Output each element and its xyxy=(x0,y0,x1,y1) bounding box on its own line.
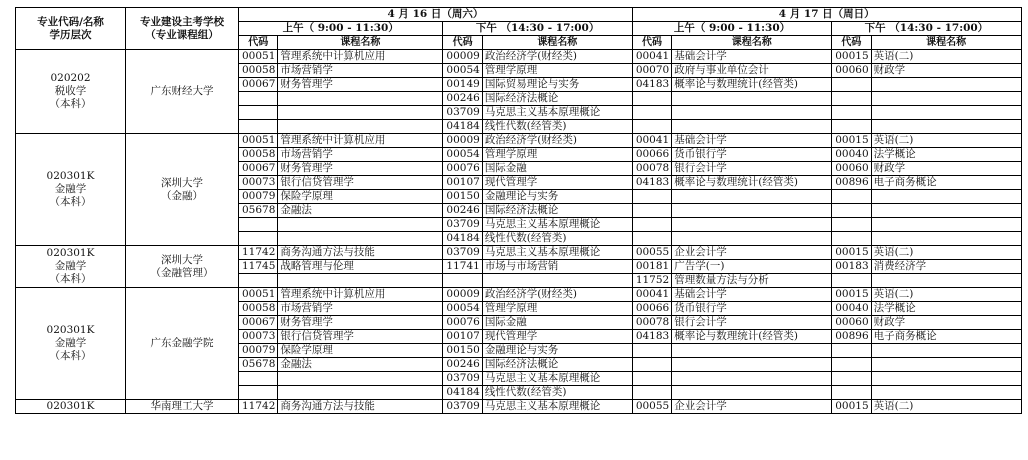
course-name-cell: 线性代数(经管类) xyxy=(482,120,632,134)
course-name-cell: 英语(二) xyxy=(871,288,1021,302)
course-code-cell: 00054 xyxy=(443,148,482,162)
course-name-cell: 战略管理与伦理 xyxy=(278,260,443,274)
header-code: 代码 xyxy=(443,36,482,50)
course-name-cell xyxy=(871,204,1021,218)
course-name-cell xyxy=(278,218,443,232)
major-cell xyxy=(16,288,126,400)
major-cell xyxy=(16,134,126,246)
course-code-cell: 00183 xyxy=(832,260,871,274)
major-line: 金融学 xyxy=(54,183,87,195)
course-code-cell xyxy=(239,106,278,120)
course-code-cell: 11742 xyxy=(239,400,278,414)
course-code-cell: 00015 xyxy=(832,246,871,260)
course-code-cell: 00041 xyxy=(632,50,671,64)
course-name-cell xyxy=(672,106,832,120)
course-code-cell xyxy=(632,344,671,358)
table-row xyxy=(16,288,1022,302)
major-line: 金融学 xyxy=(54,337,87,349)
course-name-cell xyxy=(871,190,1021,204)
course-name-cell: 现代管理学 xyxy=(482,330,632,344)
course-code-cell: 00051 xyxy=(239,50,278,64)
course-name-cell: 基础会计学 xyxy=(672,50,832,64)
course-name-cell: 基础会计学 xyxy=(672,134,832,148)
table-row xyxy=(16,50,1022,64)
course-code-cell: 00051 xyxy=(239,288,278,302)
course-code-cell: 04184 xyxy=(443,232,482,246)
course-code-cell: 00055 xyxy=(632,246,671,260)
course-code-cell xyxy=(832,232,871,246)
course-name-cell: 英语(二) xyxy=(871,50,1021,64)
major-cell xyxy=(16,50,126,134)
course-code-cell xyxy=(239,218,278,232)
course-code-cell: 00066 xyxy=(632,148,671,162)
major-line: （本科） xyxy=(49,273,92,285)
course-code-cell xyxy=(832,386,871,400)
header-code: 代码 xyxy=(632,36,671,50)
course-name-cell: 财政学 xyxy=(871,316,1021,330)
course-code-cell: 00055 xyxy=(632,400,671,414)
course-code-cell: 11742 xyxy=(239,246,278,260)
course-name-cell: 电子商务概论 xyxy=(871,176,1021,190)
course-code-cell xyxy=(239,92,278,106)
course-code-cell: 00896 xyxy=(832,330,871,344)
course-code-cell xyxy=(832,190,871,204)
course-name-cell xyxy=(672,120,832,134)
course-name-cell xyxy=(871,386,1021,400)
course-name-cell xyxy=(871,92,1021,106)
course-code-cell: 11745 xyxy=(239,260,278,274)
course-code-cell xyxy=(832,218,871,232)
course-name-cell: 现代管理学 xyxy=(482,176,632,190)
school-line: 广东财经大学 xyxy=(150,85,214,97)
course-code-cell: 00181 xyxy=(632,260,671,274)
course-name-cell xyxy=(672,218,832,232)
course-name-cell: 货币银行学 xyxy=(672,148,832,162)
header-major xyxy=(16,8,126,50)
header-course: 课程名称 xyxy=(672,36,832,50)
header-school xyxy=(126,8,239,50)
course-name-cell: 线性代数(经管类) xyxy=(482,232,632,246)
school-cell xyxy=(126,400,239,414)
course-code-cell xyxy=(632,190,671,204)
course-code-cell xyxy=(239,232,278,246)
course-name-cell: 国际金融 xyxy=(482,316,632,330)
course-code-cell: 00058 xyxy=(239,64,278,78)
course-name-cell: 马克思主义基本原理概论 xyxy=(482,372,632,386)
course-code-cell: 00015 xyxy=(832,400,871,414)
course-name-cell xyxy=(278,372,443,386)
course-name-cell: 金融法 xyxy=(278,358,443,372)
course-name-cell xyxy=(482,274,632,288)
header-day1-morning: 上午（ 9:00 - 11:30） xyxy=(239,22,443,36)
course-name-cell xyxy=(672,358,832,372)
course-name-cell xyxy=(278,232,443,246)
course-code-cell xyxy=(832,78,871,92)
header-major-line1: 专业代码/名称 xyxy=(37,15,104,28)
header-day2: 4 月 17 日（周日） xyxy=(632,8,1021,22)
course-code-cell: 00078 xyxy=(632,162,671,176)
course-code-cell: 00040 xyxy=(832,302,871,316)
course-code-cell xyxy=(832,92,871,106)
school-cell xyxy=(126,134,239,246)
course-name-cell xyxy=(871,274,1021,288)
course-name-cell: 银行会计学 xyxy=(672,162,832,176)
course-name-cell: 马克思主义基本原理概论 xyxy=(482,246,632,260)
major-line: 020202 xyxy=(50,72,91,84)
header-code: 代码 xyxy=(832,36,871,50)
course-code-cell: 11741 xyxy=(443,260,482,274)
course-name-cell: 广告学(一) xyxy=(672,260,832,274)
course-name-cell: 财务管理学 xyxy=(278,316,443,330)
course-code-cell: 03709 xyxy=(443,372,482,386)
course-name-cell: 政府与事业单位会计 xyxy=(672,64,832,78)
course-code-cell xyxy=(632,120,671,134)
course-code-cell: 00076 xyxy=(443,316,482,330)
course-code-cell: 00040 xyxy=(832,148,871,162)
course-code-cell xyxy=(632,358,671,372)
course-code-cell xyxy=(632,106,671,120)
course-name-cell: 金融法 xyxy=(278,204,443,218)
course-name-cell: 消费经济学 xyxy=(871,260,1021,274)
course-name-cell xyxy=(672,190,832,204)
course-code-cell xyxy=(632,232,671,246)
school-line: 深圳大学 xyxy=(161,176,203,189)
course-name-cell: 概率论与数理统计(经管类) xyxy=(672,78,832,92)
course-name-cell xyxy=(672,232,832,246)
course-name-cell: 金融理论与实务 xyxy=(482,344,632,358)
course-code-cell: 00051 xyxy=(239,134,278,148)
course-name-cell: 管理学原理 xyxy=(482,148,632,162)
course-code-cell: 00107 xyxy=(443,330,482,344)
course-name-cell: 市场营销学 xyxy=(278,302,443,316)
course-code-cell: 00054 xyxy=(443,64,482,78)
course-name-cell: 保险学原理 xyxy=(278,344,443,358)
course-code-cell: 00078 xyxy=(632,316,671,330)
header-course: 课程名称 xyxy=(482,36,632,50)
course-name-cell xyxy=(871,344,1021,358)
course-code-cell xyxy=(832,358,871,372)
header-code: 代码 xyxy=(239,36,278,50)
course-name-cell: 保险学原理 xyxy=(278,190,443,204)
course-name-cell: 管理学原理 xyxy=(482,64,632,78)
course-code-cell: 00076 xyxy=(443,162,482,176)
course-name-cell xyxy=(871,106,1021,120)
course-code-cell xyxy=(832,372,871,386)
course-code-cell: 00246 xyxy=(443,92,482,106)
course-name-cell: 法学概论 xyxy=(871,148,1021,162)
course-code-cell: 03709 xyxy=(443,218,482,232)
course-name-cell: 管理系统中计算机应用 xyxy=(278,288,443,302)
course-code-cell xyxy=(443,274,482,288)
course-code-cell: 00070 xyxy=(632,64,671,78)
major-line: 020301K xyxy=(46,247,95,259)
course-code-cell xyxy=(239,386,278,400)
course-code-cell: 00060 xyxy=(832,64,871,78)
course-code-cell: 00150 xyxy=(443,344,482,358)
header-day1: 4 月 16 日（周六） xyxy=(239,8,633,22)
course-name-cell xyxy=(278,92,443,106)
course-name-cell: 金融理论与实务 xyxy=(482,190,632,204)
course-code-cell: 00246 xyxy=(443,204,482,218)
course-name-cell xyxy=(278,386,443,400)
course-code-cell xyxy=(832,274,871,288)
school-line: （金融管理） xyxy=(150,266,214,279)
course-code-cell xyxy=(632,218,671,232)
course-code-cell: 04183 xyxy=(632,330,671,344)
course-code-cell: 00079 xyxy=(239,190,278,204)
course-name-cell: 英语(二) xyxy=(871,134,1021,148)
course-name-cell xyxy=(672,204,832,218)
header-major-line2: 学历层次 xyxy=(49,28,92,41)
school-line: 华南理工大学 xyxy=(150,400,214,412)
course-name-cell: 管理系统中计算机应用 xyxy=(278,50,443,64)
course-code-cell: 00009 xyxy=(443,134,482,148)
course-name-cell xyxy=(871,372,1021,386)
course-code-cell xyxy=(632,386,671,400)
major-cell xyxy=(16,400,126,414)
course-code-cell xyxy=(632,92,671,106)
course-code-cell: 04184 xyxy=(443,386,482,400)
course-name-cell: 基础会计学 xyxy=(672,288,832,302)
header-course: 课程名称 xyxy=(278,36,443,50)
course-code-cell: 00041 xyxy=(632,288,671,302)
course-name-cell: 财政学 xyxy=(871,162,1021,176)
major-line: 020301K xyxy=(46,324,95,336)
school-cell xyxy=(126,288,239,400)
course-code-cell: 00060 xyxy=(832,162,871,176)
course-name-cell: 银行信贷管理学 xyxy=(278,176,443,190)
school-cell xyxy=(126,246,239,288)
course-code-cell xyxy=(632,204,671,218)
course-name-cell: 财务管理学 xyxy=(278,162,443,176)
major-line: 金融学 xyxy=(54,260,87,272)
course-name-cell: 马克思主义基本原理概论 xyxy=(482,218,632,232)
header-school-line2: （专业课程组） xyxy=(145,28,219,41)
course-name-cell: 国际经济法概论 xyxy=(482,204,632,218)
course-name-cell: 市场营销学 xyxy=(278,148,443,162)
course-code-cell: 00058 xyxy=(239,302,278,316)
major-line: 020301K xyxy=(46,170,95,182)
course-code-cell xyxy=(239,120,278,134)
header-school-line1: 专业建设主考学校 xyxy=(140,15,224,28)
course-code-cell: 00107 xyxy=(443,176,482,190)
course-name-cell: 马克思主义基本原理概论 xyxy=(482,400,632,414)
course-name-cell: 企业会计学 xyxy=(672,400,832,414)
course-name-cell: 银行会计学 xyxy=(672,316,832,330)
course-name-cell: 政治经济学(财经类) xyxy=(482,50,632,64)
course-name-cell: 国际经济法概论 xyxy=(482,358,632,372)
course-name-cell: 政治经济学(财经类) xyxy=(482,288,632,302)
course-name-cell: 财政学 xyxy=(871,64,1021,78)
course-code-cell: 00015 xyxy=(832,50,871,64)
major-line: （本科） xyxy=(49,196,92,208)
course-code-cell: 04184 xyxy=(443,120,482,134)
major-line: （本科） xyxy=(49,350,92,362)
table-row xyxy=(16,246,1022,260)
school-line: （金融） xyxy=(161,189,203,202)
course-code-cell: 00015 xyxy=(832,134,871,148)
course-name-cell: 企业会计学 xyxy=(672,246,832,260)
course-name-cell xyxy=(871,120,1021,134)
course-code-cell: 05678 xyxy=(239,204,278,218)
course-code-cell xyxy=(832,204,871,218)
course-code-cell: 00058 xyxy=(239,148,278,162)
course-code-cell: 11752 xyxy=(632,274,671,288)
course-name-cell xyxy=(871,232,1021,246)
header-course: 课程名称 xyxy=(871,36,1021,50)
course-name-cell: 马克思主义基本原理概论 xyxy=(482,106,632,120)
course-name-cell: 电子商务概论 xyxy=(871,330,1021,344)
course-code-cell: 00150 xyxy=(443,190,482,204)
course-code-cell: 03709 xyxy=(443,106,482,120)
course-code-cell xyxy=(239,372,278,386)
course-name-cell xyxy=(672,92,832,106)
course-code-cell: 00067 xyxy=(239,78,278,92)
course-name-cell: 国际贸易理论与实务 xyxy=(482,78,632,92)
course-name-cell: 财务管理学 xyxy=(278,78,443,92)
course-code-cell: 00149 xyxy=(443,78,482,92)
course-name-cell: 商务沟通方法与技能 xyxy=(278,400,443,414)
course-code-cell: 00073 xyxy=(239,176,278,190)
course-code-cell: 00066 xyxy=(632,302,671,316)
course-name-cell: 法学概论 xyxy=(871,302,1021,316)
course-code-cell: 00246 xyxy=(443,358,482,372)
major-line: 税收学 xyxy=(54,85,87,97)
course-name-cell xyxy=(871,78,1021,92)
course-code-cell: 00054 xyxy=(443,302,482,316)
course-name-cell xyxy=(672,344,832,358)
table-row xyxy=(16,134,1022,148)
course-code-cell: 04183 xyxy=(632,176,671,190)
table-row xyxy=(16,400,1022,414)
course-name-cell: 政治经济学(财经类) xyxy=(482,134,632,148)
course-name-cell: 市场与市场营销 xyxy=(482,260,632,274)
course-name-cell: 英语(二) xyxy=(871,246,1021,260)
course-name-cell: 国际金融 xyxy=(482,162,632,176)
course-name-cell: 管理学原理 xyxy=(482,302,632,316)
course-name-cell xyxy=(672,372,832,386)
course-code-cell: 00067 xyxy=(239,316,278,330)
course-code-cell: 00009 xyxy=(443,288,482,302)
major-line: （本科） xyxy=(49,98,92,110)
course-name-cell: 管理数量方法与分析 xyxy=(672,274,832,288)
course-code-cell xyxy=(832,120,871,134)
exam-schedule-table xyxy=(15,7,1022,414)
course-name-cell: 线性代数(经管类) xyxy=(482,386,632,400)
course-code-cell: 00067 xyxy=(239,162,278,176)
course-code-cell: 00060 xyxy=(832,316,871,330)
course-code-cell xyxy=(632,372,671,386)
major-line: 020301K xyxy=(46,400,95,412)
course-name-cell xyxy=(278,274,443,288)
course-code-cell: 00896 xyxy=(832,176,871,190)
course-name-cell xyxy=(871,218,1021,232)
course-code-cell xyxy=(832,344,871,358)
course-name-cell: 市场营销学 xyxy=(278,64,443,78)
course-name-cell xyxy=(278,120,443,134)
course-name-cell: 概率论与数理统计(经管类) xyxy=(672,330,832,344)
course-code-cell: 00073 xyxy=(239,330,278,344)
course-code-cell xyxy=(239,274,278,288)
school-line: 广东金融学院 xyxy=(150,337,214,349)
course-name-cell: 英语(二) xyxy=(871,400,1021,414)
course-name-cell: 国际经济法概论 xyxy=(482,92,632,106)
course-name-cell: 概率论与数理统计(经管类) xyxy=(672,176,832,190)
course-code-cell: 04183 xyxy=(632,78,671,92)
school-line: 深圳大学 xyxy=(161,253,203,266)
course-code-cell: 00079 xyxy=(239,344,278,358)
course-name-cell xyxy=(278,106,443,120)
major-cell xyxy=(16,246,126,288)
course-code-cell: 00009 xyxy=(443,50,482,64)
course-name-cell xyxy=(871,358,1021,372)
course-code-cell: 00015 xyxy=(832,288,871,302)
course-code-cell: 03709 xyxy=(443,400,482,414)
course-code-cell xyxy=(832,106,871,120)
course-code-cell: 05678 xyxy=(239,358,278,372)
course-name-cell: 银行信贷管理学 xyxy=(278,330,443,344)
school-cell xyxy=(126,50,239,134)
course-name-cell xyxy=(672,386,832,400)
header-day1-afternoon: 下午 （14:30 - 17:00） xyxy=(443,22,632,36)
header-day2-morning: 上午（ 9:00 - 11:30） xyxy=(632,22,831,36)
course-name-cell: 商务沟通方法与技能 xyxy=(278,246,443,260)
header-day2-afternoon: 下午 （14:30 - 17:00） xyxy=(832,22,1021,36)
course-name-cell: 管理系统中计算机应用 xyxy=(278,134,443,148)
course-code-cell: 03709 xyxy=(443,246,482,260)
schedule-body xyxy=(16,50,1022,414)
course-code-cell: 00041 xyxy=(632,134,671,148)
course-name-cell: 货币银行学 xyxy=(672,302,832,316)
